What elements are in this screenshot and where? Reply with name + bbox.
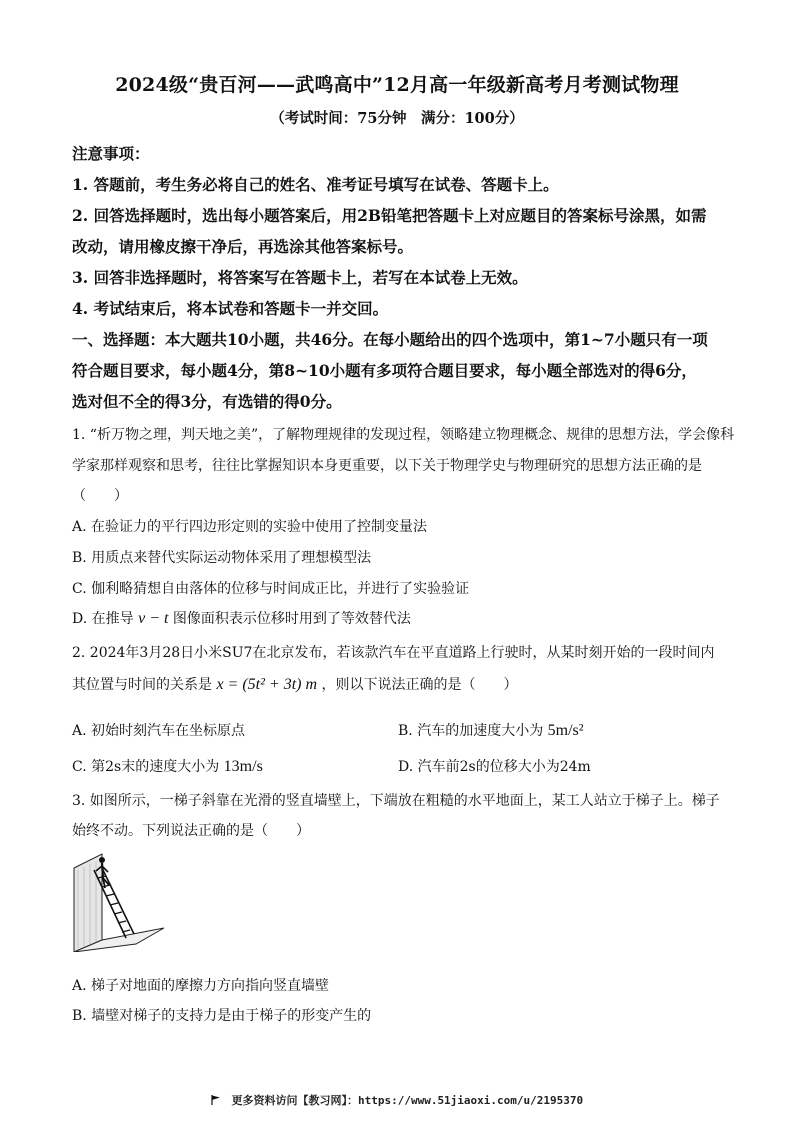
q3-stem-line-1: 3. 如图所示，一梯子斜靠在光滑的竖直墙壁上，下端放在粗糙的水平地面上，某工人站立于梯子上。梯子	[72, 793, 720, 809]
page-title: 2024级“贵百河——武鸣高中”12月高一年级新高考月考测试物理	[115, 74, 679, 96]
q1-stem-line-1: 1. “析万物之理，判天地之美”，了解物理规律的发现过程，领略建立物理概念、规律的思想方法，学会像科	[72, 427, 735, 443]
q2-option-b	[398, 720, 584, 740]
q1-option-a: A. 在验证力的平行四边形定则的实验中使用了控制变量法	[72, 519, 428, 535]
q1-option-d	[72, 608, 411, 628]
q2-option-c	[72, 756, 263, 776]
notice-item-4: 4. 考试结束后，将本试卷和答题卡一并交回。	[72, 299, 389, 318]
section-instructions-1: 一、选择题：本大题共10小题，共46分。在每小题给出的四个选项中，第1~7小题只有一项	[72, 330, 708, 349]
notice-item-1: 1. 答题前，考生务必将自己的姓名、准考证号填写在试卷、答题卡上。	[72, 175, 559, 194]
q2-stem-suffix: ，则以下说法正确的是（ ）	[321, 677, 518, 693]
q2-option-b-math: 5m/s²	[547, 722, 584, 739]
footer-link[interactable]: 更多资料访问【教习网】：https://www.51jiaoxi.com/u/2195370	[231, 1094, 584, 1107]
q2-option-c-prefix: C. 第2s末的速度大小为	[72, 759, 220, 775]
q2-option-c-math: 13m/s	[223, 758, 263, 775]
q3-option-b: B. 墙壁对梯子的支持力是由于梯子的形变产生的	[72, 1008, 372, 1024]
q2-stem-line-2	[72, 674, 518, 694]
q1-option-d-math: v − t	[138, 610, 169, 627]
notice-item-3: 3. 回答非选择题时，将答案写在答题卡上，若写在本试卷上无效。	[72, 268, 528, 287]
q2-stem-prefix: 其位置与时间的关系是	[72, 677, 212, 693]
q3-option-a: A. 梯子对地面的摩擦力方向指向竖直墙壁	[72, 978, 330, 994]
notice-item-2: 2. 回答选择题时，选出每小题答案后，用2B铅笔把答题卡上对应题目的答案标号涂黑，如需	[72, 206, 707, 225]
q2-stem-line-1: 2. 2024年3月28日小米SU7在北京发布，若该款汽车在平直道路上行驶时，从某时刻开始的一段时间内	[72, 645, 715, 661]
q1-stem-line-2: 学家那样观察和思考，往往比掌握知识本身更重要，以下关于物理学史与物理研究的思想方法正确的是	[72, 458, 702, 474]
footer	[0, 1092, 794, 1108]
ladder-wall-figure	[72, 848, 168, 952]
q2-position-equation: x = (5t² + 3t) m	[216, 676, 318, 693]
q1-stem-line-3: （ ）	[72, 488, 128, 504]
q3-stem-line-2: 始终不动。下列说法正确的是（ ）	[72, 823, 310, 839]
q1-option-c: C. 伽利略猜想自由落体的位移与时间成正比，并进行了实验验证	[72, 581, 470, 597]
section-instructions-2: 符合题目要求，每小题4分，第8~10小题有多项符合题目要求，每小题全部选对的得6分，	[72, 361, 697, 380]
q1-option-d-suffix: 图像面积表示位移时用到了等效替代法	[172, 611, 411, 627]
q2-option-a: A. 初始时刻汽车在坐标原点	[72, 723, 246, 739]
q1-option-d-prefix: D. 在推导	[72, 611, 134, 627]
q2-option-b-prefix: B. 汽车的加速度大小为	[398, 723, 544, 739]
notice-heading: 注意事项：	[72, 144, 150, 163]
section-instructions-3: 选对但不全的得3分，有选错的得0分。	[72, 392, 342, 411]
q1-option-b: B. 用质点来替代实际运动物体采用了理想模型法	[72, 550, 372, 566]
exam-info: （考试时间：75分钟 满分：100分）	[270, 110, 524, 127]
notice-item-2-cont: 改动，请用橡皮擦干净后，再选涂其他答案标号。	[72, 237, 414, 256]
flag-icon	[211, 1095, 221, 1105]
q2-option-d: D. 汽车前2s的位移大小为24m	[398, 759, 591, 775]
